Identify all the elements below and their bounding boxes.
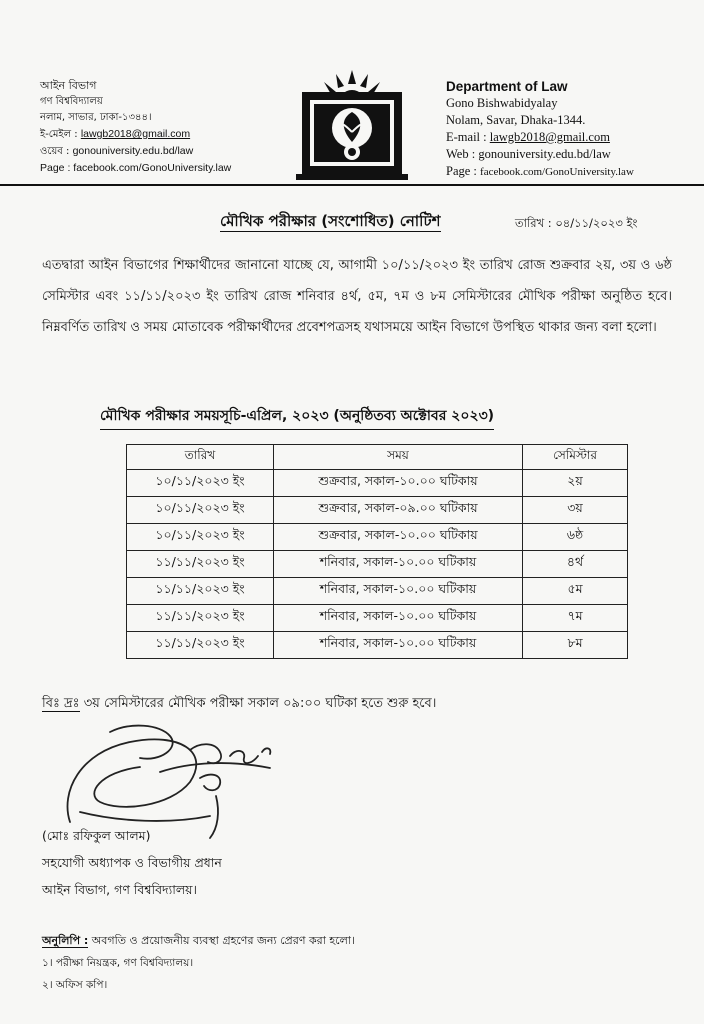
header-date: তারিখ <box>127 445 274 470</box>
page-label-left: Page : <box>40 162 71 174</box>
cell-time: শুক্রবার, সকাল-১০.০০ ঘটিকায় <box>274 524 523 551</box>
notice-date: তারিখ : ০৪/১১/২০২৩ ইং <box>515 216 638 230</box>
page-link-left[interactable]: facebook.com/GonoUniversity.law <box>73 162 232 174</box>
cell-date: ১০/১১/২০২৩ ইং <box>127 524 274 551</box>
cell-semester: ৬ষ্ঠ <box>523 524 628 551</box>
cc-label: অনুলিপি : <box>42 934 89 947</box>
address-bn: নলাম, সাভার, ঢাকা-১৩৪৪। <box>40 112 152 123</box>
signatory-name: (মোঃ রফিকুল আলম) <box>42 828 151 843</box>
cell-semester: ৭ম <box>523 605 628 632</box>
dept-name-en: Department of Law <box>446 79 568 94</box>
cell-time: শনিবার, সকাল-১০.০০ ঘটিকায় <box>274 605 523 632</box>
cell-time: শুক্রবার, সকাল-০৯.০০ ঘটিকায় <box>274 497 523 524</box>
cell-semester: ৪র্থ <box>523 551 628 578</box>
email-link-en[interactable]: lawgb2018@gmail.com <box>489 130 610 144</box>
cell-date: ১১/১১/২০২৩ ইং <box>127 578 274 605</box>
table-row <box>127 605 628 632</box>
header-time: সময় <box>274 445 523 470</box>
signatory-block <box>42 822 222 903</box>
email-label-en: E-mail : <box>446 130 487 144</box>
signatory-dept: আইন বিভাগ, গণ বিশ্ববিদ্যালয়। <box>42 882 198 897</box>
cell-date: ১০/১১/২০২৩ ইং <box>127 470 274 497</box>
list-item: ২। অফিস কপি। <box>42 979 108 991</box>
cell-date: ১০/১১/২০২৩ ইং <box>127 497 274 524</box>
cell-semester: ৫ম <box>523 578 628 605</box>
web-label-bn: ওয়েব : <box>40 146 70 157</box>
dept-name-bn: আইন বিভাগ <box>40 79 97 92</box>
cell-time: শুক্রবার, সকাল-১০.০০ ঘটিকায় <box>274 470 523 497</box>
signatory-designation: সহযোগী অধ্যাপক ও বিভাগীয় প্রধান <box>42 855 222 870</box>
table-row <box>127 551 628 578</box>
cell-semester: ৩য় <box>523 497 628 524</box>
email-label-bn: ই-মেইল : <box>40 129 78 140</box>
university-logo-icon <box>296 66 408 182</box>
web-link[interactable]: gonouniversity.edu.bd/law <box>72 145 194 157</box>
header-left <box>40 78 270 176</box>
address-en: Nolam, Savar, Dhaka-1344. <box>446 113 586 127</box>
web-line-bn <box>40 143 270 160</box>
cell-date: ১১/১১/২০২৩ ইং <box>127 551 274 578</box>
cc-line <box>42 930 355 952</box>
web-line-en <box>446 146 696 163</box>
notice-title-text: মৌখিক পরীক্ষার (সংশোধিত) নোটিশ <box>220 212 441 230</box>
univ-name-en: Gono Bishwabidyalay <box>446 96 558 110</box>
web-link-en[interactable]: gonouniversity.edu.bd/law <box>478 147 611 161</box>
schedule-table <box>126 444 628 659</box>
cell-date: ১১/১১/২০২৩ ইং <box>127 605 274 632</box>
table-row <box>127 497 628 524</box>
table-row <box>127 524 628 551</box>
list-item: ১। পরীক্ষা নিয়ন্ত্রক, গণ বিশ্ববিদ্যালয়। <box>42 957 194 969</box>
page-line-left <box>40 160 270 176</box>
header-semester: সেমিস্টার <box>523 445 628 470</box>
header-divider <box>0 184 704 186</box>
page-line-right <box>446 163 696 181</box>
cell-time: শনিবার, সকাল-১০.০০ ঘটিকায় <box>274 578 523 605</box>
univ-name-bn: গণ বিশ্ববিদ্যালয় <box>40 96 103 107</box>
web-label-en: Web : <box>446 147 476 161</box>
notice-title <box>220 210 441 235</box>
cell-time: শনিবার, সকাল-১০.০০ ঘটিকায় <box>274 551 523 578</box>
email-line-bn <box>40 126 270 143</box>
email-line-en <box>446 129 696 146</box>
table-header-row <box>127 445 628 470</box>
cell-time: শনিবার, সকাল-১০.০০ ঘটিকায় <box>274 632 523 659</box>
table-row <box>127 578 628 605</box>
cell-semester: ২য় <box>523 470 628 497</box>
copy-to-section <box>42 930 355 996</box>
email-link[interactable]: lawgb2018@gmail.com <box>80 128 191 140</box>
notice-body: এতদ্বারা আইন বিভাগের শিক্ষার্থীদের জানানো যাচ্ছে যে, আগামী ১০/১১/২০২৩ ইং তারিখ রোজ শুক্রবার ২য়, ৩য় ও ৬ষ্ঠ সেমিস্টার এবং ১১/১১/২০২৩ ইং তারিখ রোজ শনিবার ৪র্থ, ৫ম, ৭ম ও ৮ম সেমিস্টারের মৌখিক পরীক্ষা অনুষ্ঠিত হবে। নিম্নবর্ণিত তারিখ ও সময় মোতাবেক পরীক্ষার্থীদের প্রবেশপত্রসহ যথাসময়ে আইন বিভাগে উপস্থিত থাকার জন্য বলা হলো। <box>42 258 672 335</box>
table-row <box>127 470 628 497</box>
nb-text: ৩য় সেমিস্টারের মৌখিক পরীক্ষা সকাল ০৯:০০ ঘটিকা হতে শুরু হবে। <box>83 696 437 711</box>
nb-label: বিঃ দ্রঃ <box>42 696 80 711</box>
page-label-right: Page : <box>446 164 477 178</box>
table-row <box>127 632 628 659</box>
page-link-right[interactable]: facebook.com/GonoUniversity.law <box>480 166 634 178</box>
cc-text: অবগতি ও প্রয়োজনীয় ব্যবস্থা গ্রহণের জন্য প্রেরণ করা হলো। <box>91 934 355 947</box>
schedule-title: মৌখিক পরীক্ষার সময়সূচি-এপ্রিল, ২০২৩ (অনুষ্ঠিতব্য অক্টোবর ২০২৩) <box>100 404 494 430</box>
header-right <box>446 78 696 181</box>
cell-date: ১১/১১/২০২৩ ইং <box>127 632 274 659</box>
cell-semester: ৮ম <box>523 632 628 659</box>
